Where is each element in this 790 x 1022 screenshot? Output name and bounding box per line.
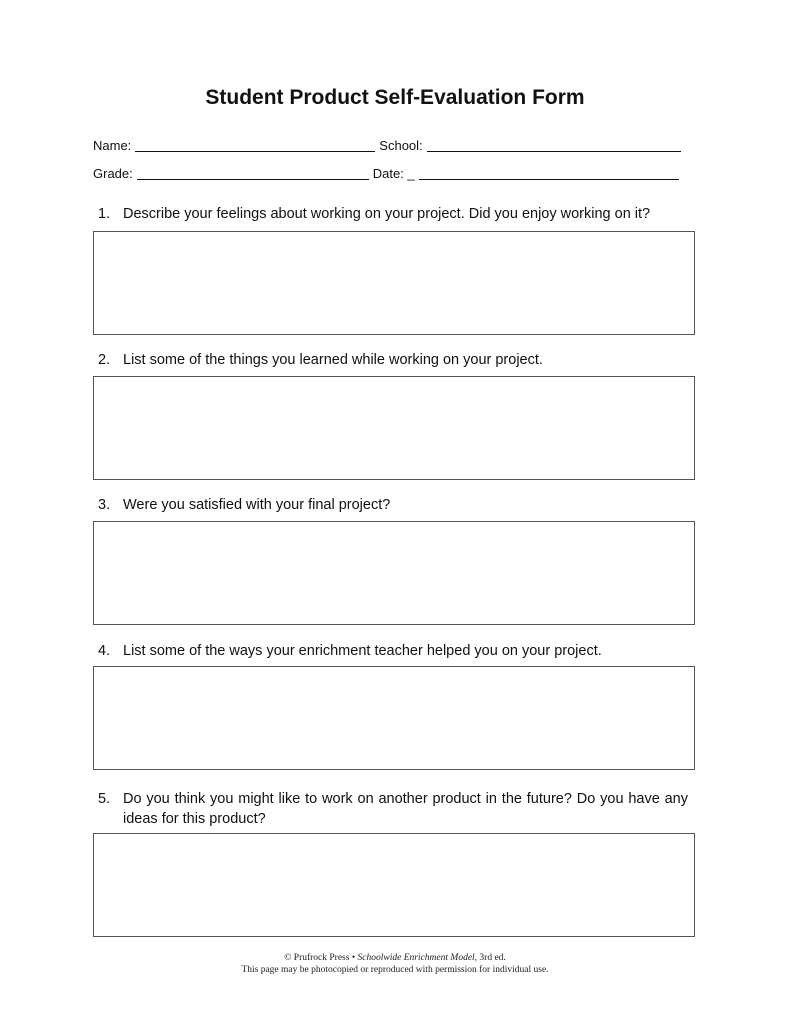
- answer-box-5[interactable]: [93, 833, 695, 937]
- page-title: Student Product Self-Evaluation Form: [205, 86, 585, 109]
- question-1: 1. Describe your feelings about working on your project. Did you enjoy working on it?: [98, 206, 651, 222]
- question-4: 4. List some of the ways your enrichment teacher helped you on your project.: [98, 643, 602, 659]
- question-5: 5. Do you think you might like to work on another product in the future? Do you have any ideas for this product?: [98, 791, 688, 827]
- answer-box-3[interactable]: [93, 521, 695, 625]
- school-field[interactable]: [427, 139, 681, 152]
- copyright-line: © Prufrock Press • Schoolwide Enrichment Model, 3rd ed.: [284, 953, 506, 963]
- grade-date-row: [93, 166, 683, 181]
- name-school-row: [93, 138, 685, 153]
- question-3: 3. Were you satisfied with your final project?: [98, 497, 391, 513]
- school-label: School:: [379, 138, 423, 153]
- date-field[interactable]: [419, 167, 679, 180]
- footer: [0, 952, 790, 976]
- answer-box-4[interactable]: [93, 666, 695, 770]
- answer-box-2[interactable]: [93, 376, 695, 480]
- answer-box-1[interactable]: [93, 231, 695, 335]
- question-2: 2. List some of the things you learned while working on your project.: [98, 352, 543, 368]
- grade-label: Grade:: [93, 166, 133, 181]
- grade-field[interactable]: [137, 167, 369, 180]
- permission-line: This page may be photocopied or reproduced with permission for individual use.: [241, 965, 549, 975]
- date-label: Date: _: [372, 166, 415, 181]
- name-field[interactable]: [135, 139, 375, 152]
- name-label: Name:: [93, 138, 132, 153]
